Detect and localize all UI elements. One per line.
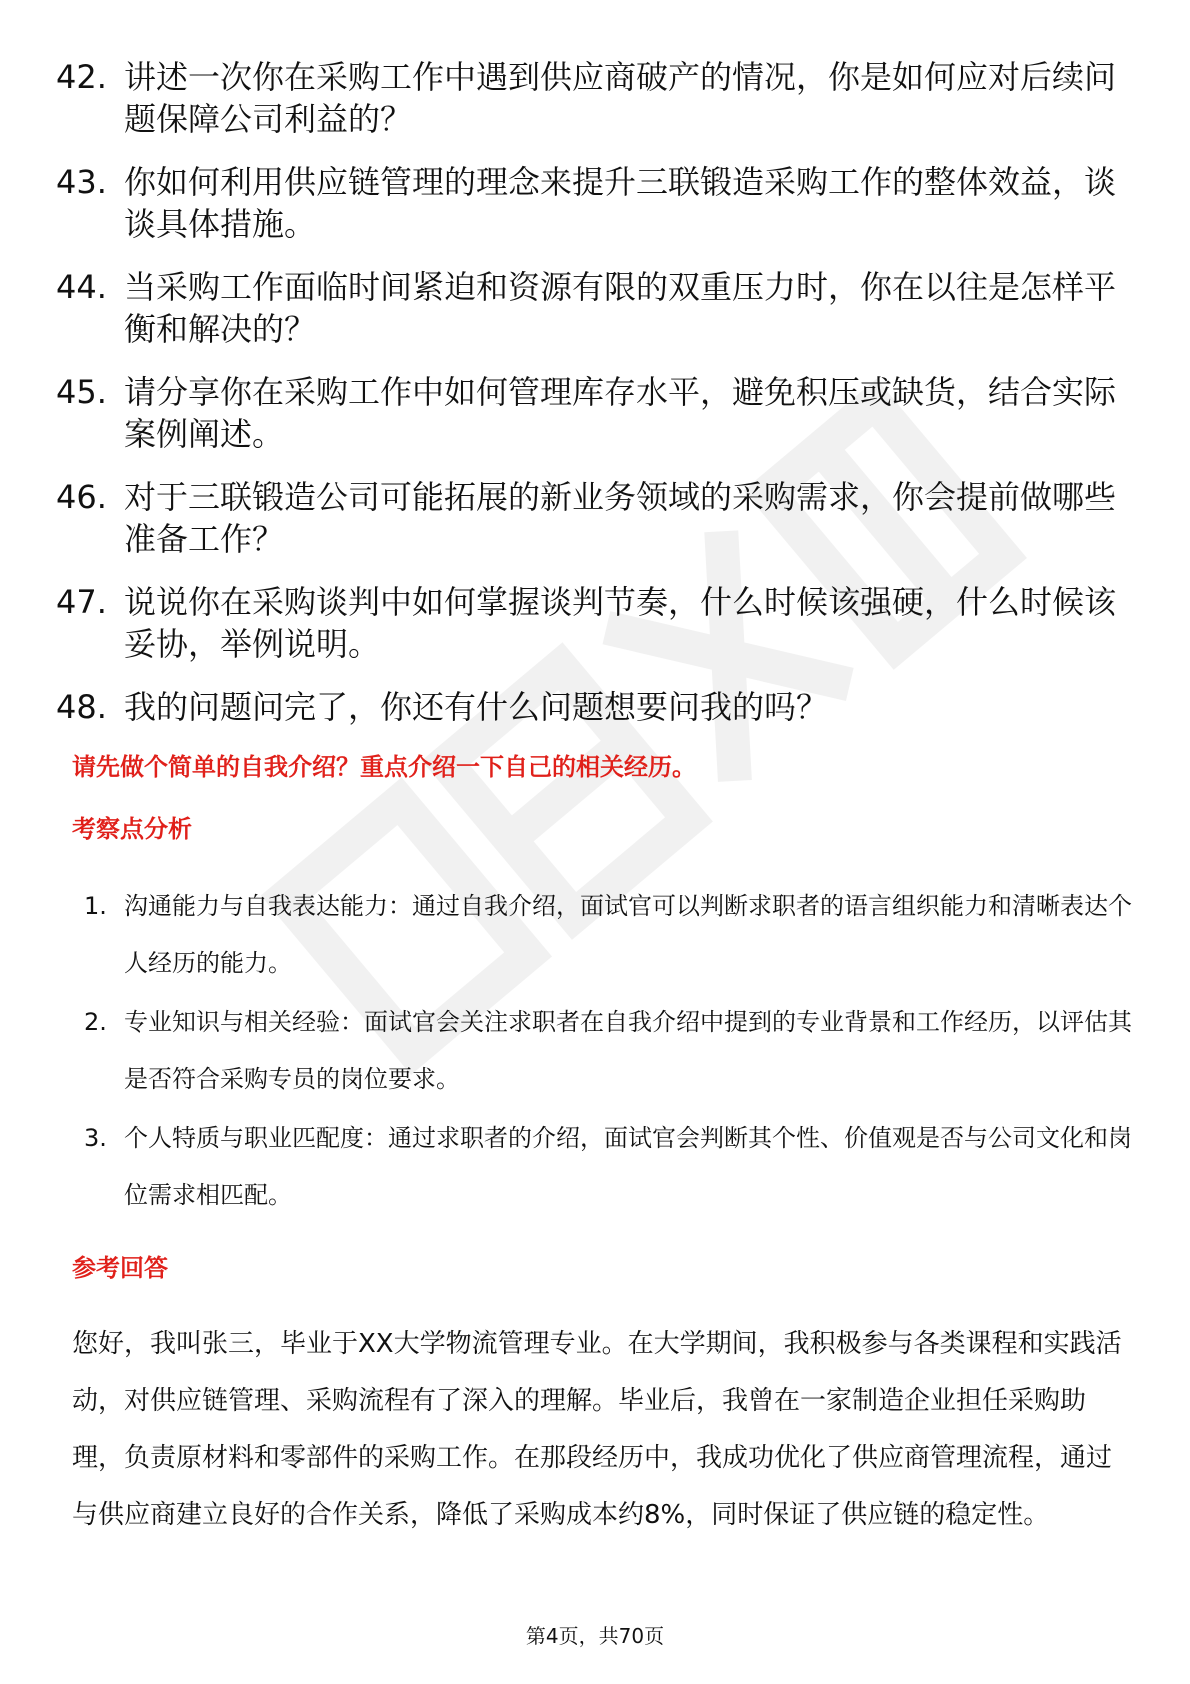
question-text: 你如何利用供应链管理的理念来提升三联锻造采购工作的整体效益，谈谈具体措施。 (124, 163, 1117, 243)
analysis-text: 个人特质与职业匹配度：通过求职者的介绍，面试官会判断其个性、价值观是否与公司文化和岗位需求相匹配。 (124, 1124, 1132, 1209)
question-number: 42. (56, 58, 107, 96)
question-number: 43. (56, 163, 107, 201)
analysis-heading: 考察点分析 (72, 815, 192, 843)
question-number: 44. (56, 268, 107, 306)
analysis-list (84, 878, 1144, 1226)
question-text: 对于三联锻造公司可能拓展的新业务领域的采购需求，你会提前做哪些准备工作？ (124, 478, 1117, 558)
question-item (56, 161, 1136, 245)
question-text: 讲述一次你在采购工作中遇到供应商破产的情况，你是如何应对后续问题保障公司利益的？ (124, 58, 1117, 138)
analysis-number: 3. (84, 1124, 107, 1152)
analysis-item (84, 994, 1144, 1108)
question-item (56, 56, 1136, 140)
question-number: 46. (56, 478, 107, 516)
answer-text: 您好，我叫张三，毕业于XX大学物流管理专业。在大学期间，我积极参与各类课程和实践活动，对供应链管理、采购流程有了深入的理解。毕业后，我曾在一家制造企业担任采购助理，负责原材料和零部件的采购工作。在那段经历中，我成功优化了供应商管理流程，通过与供应商建立良好的合作关系，降低了采购成本约8%，同时保证了供应链的稳定性。 (72, 1329, 1122, 1530)
question-text: 我的问题问完了，你还有什么问题想要问我的吗？ (124, 688, 829, 726)
question-text: 说说你在采购谈判中如何掌握谈判节奏，什么时候该强硬，什么时候该妥协，举例说明。 (124, 583, 1117, 663)
analysis-number: 1. (84, 892, 107, 920)
question-list (56, 56, 1136, 749)
question-item (56, 266, 1136, 350)
analysis-text: 沟通能力与自我表达能力：通过自我介绍，面试官可以判断求职者的语言组织能力和清晰表达个人经历的能力。 (124, 892, 1132, 977)
question-number: 48. (56, 688, 107, 726)
question-item (56, 476, 1136, 560)
question-number: 45. (56, 373, 107, 411)
analysis-item (84, 878, 1144, 992)
question-number: 47. (56, 583, 107, 621)
question-item (56, 371, 1136, 455)
answer-heading: 参考回答 (72, 1254, 168, 1282)
analysis-item (84, 1110, 1144, 1224)
analysis-number: 2. (84, 1008, 107, 1036)
page-footer: 第4页，共70页 (525, 1624, 665, 1648)
question-text: 当采购工作面临时间紧迫和资源有限的双重压力时，你在以往是怎样平衡和解决的？ (124, 268, 1117, 348)
featured-question: 请先做个简单的自我介绍？重点介绍一下自己的相关经历。 (72, 753, 696, 781)
question-text: 请分享你在采购工作中如何管理库存水平，避免积压或缺货，结合实际案例阐述。 (124, 373, 1117, 453)
question-item (56, 581, 1136, 665)
question-item (56, 686, 1136, 728)
analysis-text: 专业知识与相关经验：面试官会关注求职者在自我介绍中提到的专业背景和工作经历，以评估其是否符合采购专员的岗位要求。 (124, 1008, 1132, 1093)
